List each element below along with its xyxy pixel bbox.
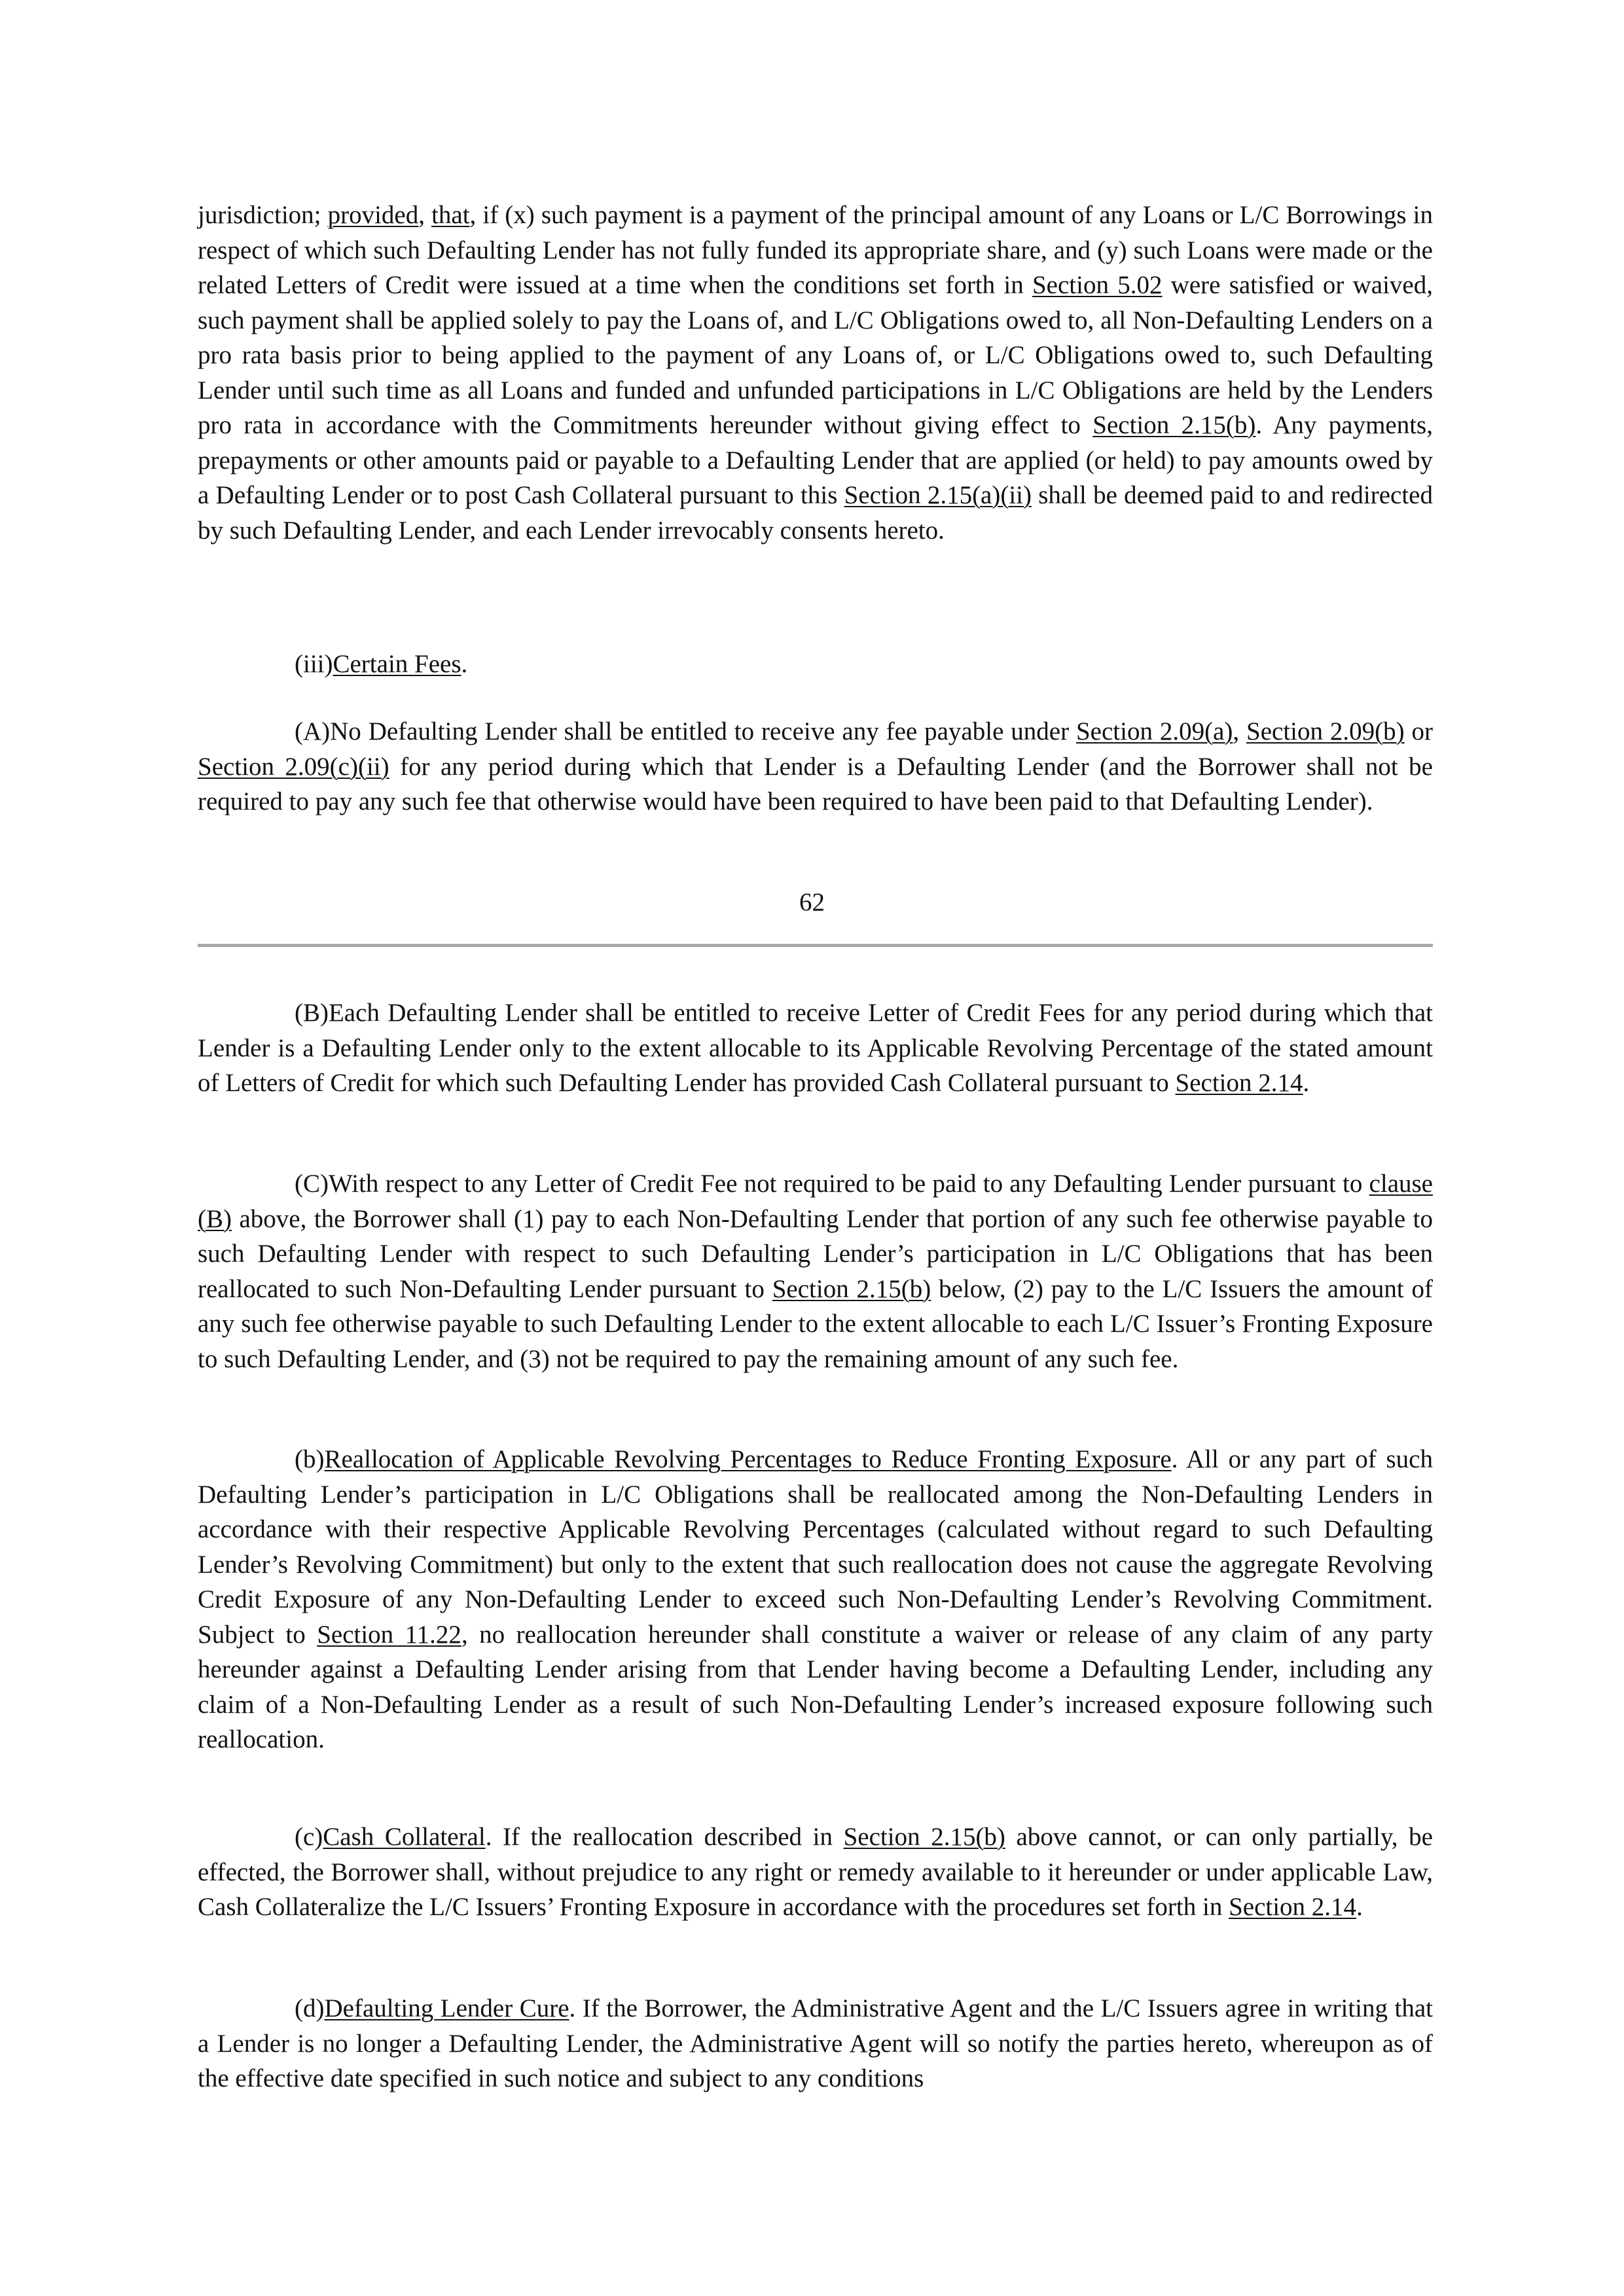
section-reference: Section 11.22 — [317, 1620, 461, 1649]
text-run: , if (x) such payment is a payment of the principal amount of any Loans or L/C Borrowings in respect of which such Defaulting Lender has not fully funded its appropriate share, and (y) such Loans were made or the related Letters of Credit were issued at a time when the conditions set forth in — [198, 201, 1433, 299]
paragraph-payment-application — [198, 198, 1433, 548]
section-reference: Section 2.15(b) — [1092, 411, 1256, 439]
heading-term: Cash Collateral — [323, 1823, 486, 1851]
text-run: , — [418, 201, 432, 229]
text-run: (A)No Defaulting Lender shall be entitled to receive any fee payable under — [295, 717, 1076, 745]
defined-term-that: that — [431, 201, 470, 229]
heading-term: Reallocation of Applicable Revolving Percentages to Reduce Fronting Exposure — [324, 1445, 1172, 1473]
text-run: . — [461, 650, 468, 678]
text-run: . Any payments, prepayments or other amounts paid or payable to a Defaulting Lender that are applied (or held) to pay amounts owed by a Defaulting Lender or to post Cash Collateral pursuant to this — [198, 411, 1433, 509]
heading-term: Defaulting Lender Cure — [324, 1994, 569, 2022]
text-run: . — [1356, 1893, 1363, 1921]
text-run: . If the Borrower, the Administrative Agent and the L/C Issuers agree in writing that a Lender is no longer a Defaulting Lender, the Administrative Agent will so notify the parties hereto, whereupon as of the effective date specified in such notice and subject to any conditions — [198, 1994, 1433, 2092]
text-run: . All or any part of such Defaulting Lender’s participation in L/C Obligations shall be reallocated among the Non-Defaulting Lenders in accordance with their respective Applicable Revolving Percentages (calculated without regard to such Defaulting Lender’s Revolving Commitment) but only to the extent that such reallocation does not cause the aggregate Revolving Credit Exposure of any Non-Defaulting Lender to exceed such Non-Defaulting Lender’s Revolving Commitment. Subject to — [198, 1445, 1433, 1649]
page-number: 62 — [799, 888, 825, 916]
section-reference: Section 2.14 — [1175, 1069, 1303, 1097]
section-reference: Section 2.15(b) — [772, 1274, 931, 1303]
section-reference: Section 2.09(b) — [1246, 717, 1405, 745]
text-run: (b) — [295, 1445, 325, 1473]
text-run: above cannot, or can only partially, be effected, the Borrower shall, without prejudice to any right or remedy available to it hereunder or under applicable Law, Cash Collateralize the L/C Issuers’ Fronting Exposure in accordance with the procedures set forth in — [198, 1823, 1433, 1921]
text-run: , no reallocation hereunder shall constitute a waiver or release of any claim of any party hereunder against a Defaulting Lender arising from that Lender having become a Defaulting Lender, including any claim of a Non-Defaulting Lender as a result of such Non-Defaulting Lender’s increased exposure following such reallocation. — [198, 1620, 1433, 1753]
text-run: shall be deemed paid to and redirected by such Defaulting Lender, and each Lender irrevocably consents hereto. — [198, 481, 1433, 545]
text-run: were satisfied or waived, such payment shall be applied solely to pay the Loans of, and L/C Obligations owed to, all Non-Defaulting Lenders on a pro rata basis prior to being applied to the payment of any Loans of, or L/C Obligations owed to, such Defaulting Lender until such time as all Loans and funded and unfunded participations in L/C Obligations are held by the Lenders pro rata in accordance with the Commitments hereunder without giving effect to — [198, 271, 1433, 439]
text-run: (d) — [295, 1994, 325, 2022]
text-run: above, the Borrower shall (1) pay to each Non-Defaulting Lender that portion of any such fee otherwise payable to such Defaulting Lender with respect to such Defaulting Lender’s participation in L/C Obligations that has been reallocated to such Non-Defaulting Lender pursuant to — [198, 1204, 1433, 1303]
paragraph-clause-a — [198, 714, 1433, 819]
section-reference: Section 5.02 — [1032, 271, 1163, 299]
section-reference: Section 2.14 — [1229, 1893, 1357, 1921]
clause-reference: clause (B) — [198, 1170, 1433, 1233]
paragraph-clause-c — [198, 1166, 1433, 1376]
section-reference: Section 2.09(a) — [1075, 717, 1233, 745]
paragraph-clause-b — [198, 996, 1433, 1101]
text-run: for any period during which that Lender is a Defaulting Lender (and the Borrower shall not be required to pay any such fee that otherwise would have been required to have been paid to that Defaulting Lender). — [198, 752, 1433, 816]
paragraph-cash-collateral — [198, 1820, 1433, 1925]
text-run: (c) — [295, 1823, 323, 1851]
text-run: . If the reallocation described in — [485, 1823, 844, 1851]
heading-term: Certain Fees — [333, 650, 461, 678]
defined-term-provided: provided — [327, 201, 419, 229]
section-reference: Section 2.15(b) — [843, 1823, 1005, 1851]
section-reference: Section 2.09(c)(ii) — [198, 752, 389, 781]
paragraph-defaulting-lender-cure — [198, 1991, 1433, 2096]
text-run: , — [1233, 717, 1247, 745]
section-reference: Section 2.15(a)(ii) — [844, 481, 1032, 509]
subheading-certain-fees — [198, 647, 1433, 682]
text-run: (B)Each Defaulting Lender shall be entitled to receive Letter of Credit Fees for any period during which that Lender is a Defaulting Lender only to the extent allocable to its Applicable Revolving Percentage of the stated amount of Letters of Credit for which such Defaulting Lender has provided Cash Collateral pursuant to — [198, 999, 1433, 1097]
text-run: or — [1404, 717, 1433, 745]
text-run: below, (2) pay to the L/C Issuers the amount of any such fee otherwise payable to such Defaulting Lender to the extent allocable to each L/C Issuer’s Fronting Exposure to such Defaulting Lender, and (3) not be required to pay the remaining amount of any such fee. — [198, 1274, 1433, 1373]
paragraph-reallocation — [198, 1442, 1433, 1757]
text-run: . — [1303, 1069, 1310, 1097]
page-break-divider — [198, 944, 1433, 947]
text-run: (iii) — [295, 650, 333, 678]
text-run: jurisdiction; — [198, 201, 328, 229]
text-run: (C)With respect to any Letter of Credit Fee not required to be paid to any Defaulting Lender pursuant to — [295, 1170, 1369, 1198]
